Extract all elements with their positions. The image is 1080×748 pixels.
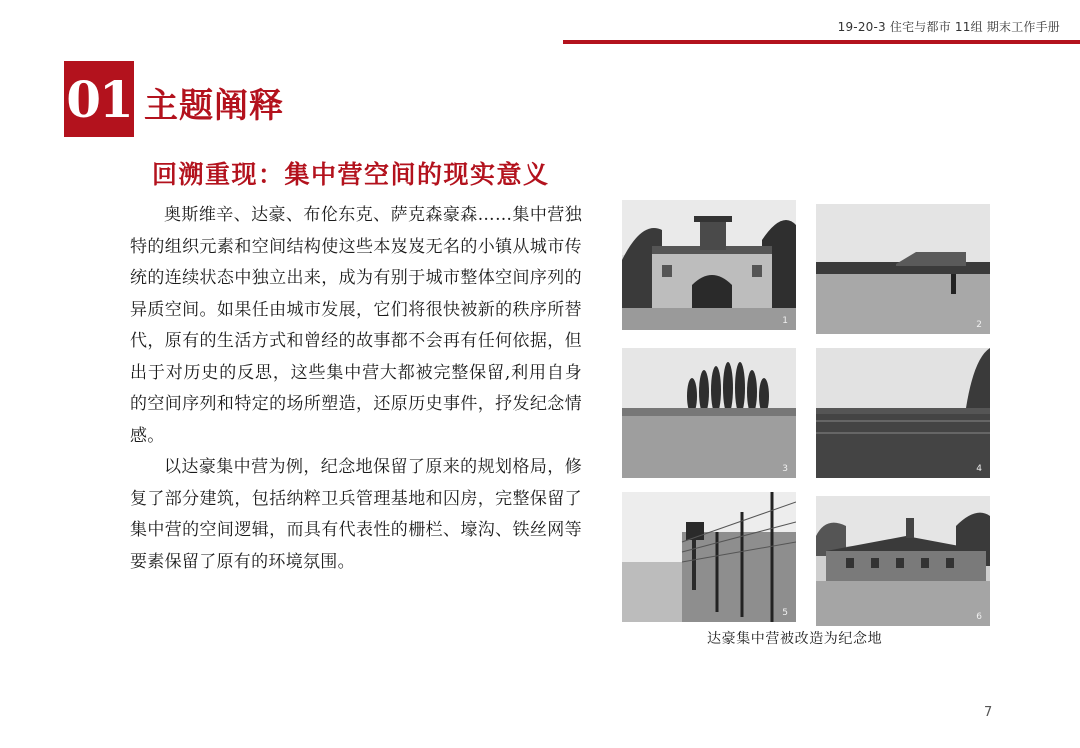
photo-grid bbox=[622, 200, 994, 620]
poplars-image bbox=[622, 348, 796, 478]
photo-field bbox=[816, 204, 990, 334]
photo-number-2: 2 bbox=[976, 320, 982, 330]
paragraph-1: 奥斯维辛、达豪、布伦东克、萨克森豪森……集中营独特的组织元素和空间结构使这些本岌岌无名的小镇从城市传统的连续状态中独立出来，成为有别于城市整体空间序列的异质空间。如果任由城市发展，它们将很快被新的秩序所替代，原有的生活方式和曾经的故事都不会再有任何依据，但出于对历史的反思，这些集中营大都被完整保留,利用自身的空间序列和特定的场所塑造，还原历史事件，抒发纪念情感。 bbox=[130, 205, 582, 446]
photo-poplars bbox=[622, 348, 796, 478]
photo-number-1: 1 bbox=[782, 316, 788, 326]
photo-fence bbox=[622, 492, 796, 622]
page-number: 7 bbox=[984, 705, 993, 720]
barrack-image bbox=[816, 496, 990, 626]
photo-gatehouse bbox=[622, 200, 796, 330]
photo-caption: 达豪集中营被改造为纪念地 bbox=[707, 631, 883, 647]
paragraph-2: 以达豪集中营为例，纪念地保留了原来的规划格局，修复了部分建筑，包括纳粹卫兵管理基地和囚房，完整保留了集中营的空间逻辑，而具有代表性的栅栏、壕沟、铁丝网等要素保留了原有的环境氛围。 bbox=[130, 457, 582, 572]
header-divider bbox=[563, 40, 1080, 44]
section-number-badge bbox=[64, 61, 134, 137]
photo-number-6: 6 bbox=[976, 612, 982, 622]
field-image bbox=[816, 204, 990, 334]
subtitle: 回溯重现：集中营空间的现实意义 bbox=[152, 160, 550, 189]
body-text bbox=[130, 200, 582, 578]
photo-number-5: 5 bbox=[782, 608, 788, 618]
grounds-image bbox=[816, 348, 990, 478]
photo-barrack bbox=[816, 496, 990, 626]
fence-image bbox=[622, 492, 796, 622]
header-title: 19-20-3 住宅与都市 11组 期末工作手册 bbox=[837, 20, 1060, 34]
photo-number-3: 3 bbox=[782, 464, 788, 474]
photo-number-4: 4 bbox=[976, 464, 982, 474]
section-title: 主题阐释 bbox=[144, 86, 284, 126]
photo-grounds bbox=[816, 348, 990, 478]
gatehouse-image bbox=[622, 200, 796, 330]
section-number: 01 bbox=[66, 69, 132, 129]
